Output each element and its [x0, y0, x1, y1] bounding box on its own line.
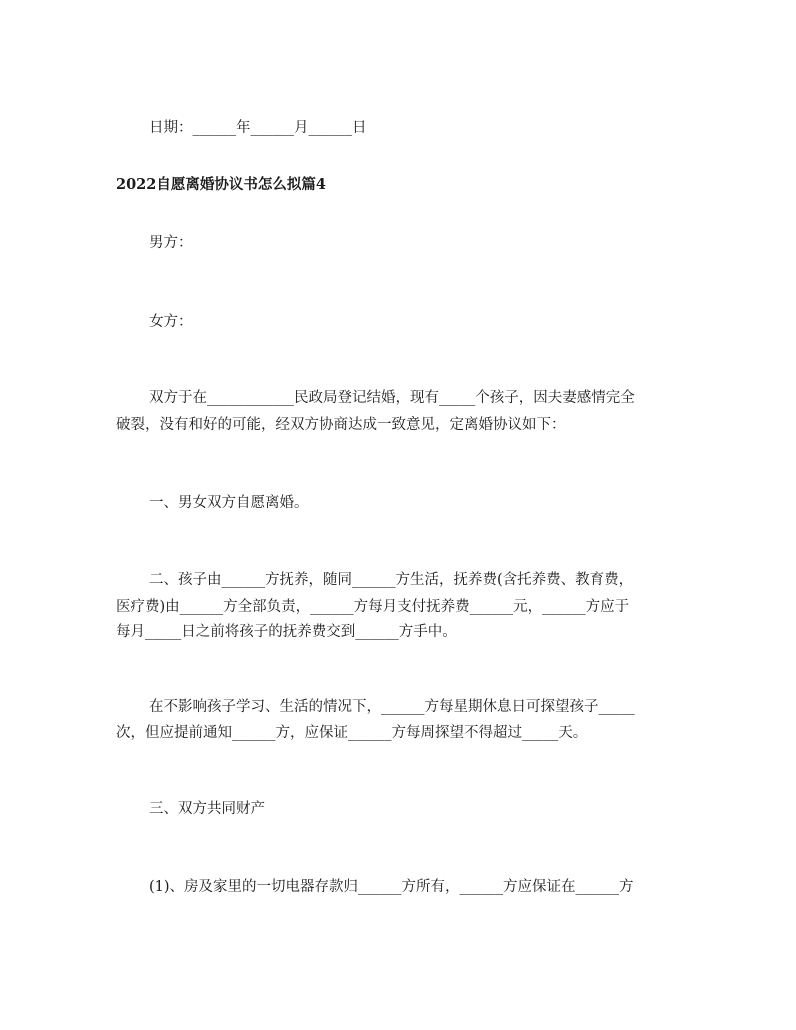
visitation-line: 次，但应提前通知______方，应保证______方每周探望不得超过_____天。: [116, 725, 588, 741]
female-party-label: 女方：: [149, 314, 193, 330]
intro-line: 破裂，没有和好的可能，经双方协商达成一致意见，定离婚协议如下：: [116, 417, 566, 433]
clause-1: 一、男女双方自愿离婚。: [149, 495, 309, 511]
section-heading: 2022自愿离婚协议书怎么拟篇4: [116, 176, 326, 193]
clause-2-line: 医疗费)由______方全部负责，______方每月支付抚养费______元，______方应于: [116, 599, 630, 615]
clause-2-line: 二、孩子由______方抚养，随同______方生活，抚养费(含托养费、教育费，: [149, 572, 634, 588]
property-clause-line: (1)、房及家里的一切电器存款归______方所有，______方应保证在______方: [149, 879, 634, 895]
clause-2-line: 每月_____日之前将孩子的抚养费交到______方手中。: [116, 624, 457, 640]
clause-3-heading: 三、双方共同财产: [149, 801, 265, 817]
date-line: 日期：______年______月______日: [149, 120, 367, 136]
intro-line: 双方于在____________民政局登记结婚，现有_____个孩子，因夫妻感情完全: [149, 390, 635, 406]
male-party-label: 男方：: [149, 235, 193, 251]
visitation-line: 在不影响孩子学习、生活的情况下，______方每星期休息日可探望孩子_____: [149, 699, 635, 715]
